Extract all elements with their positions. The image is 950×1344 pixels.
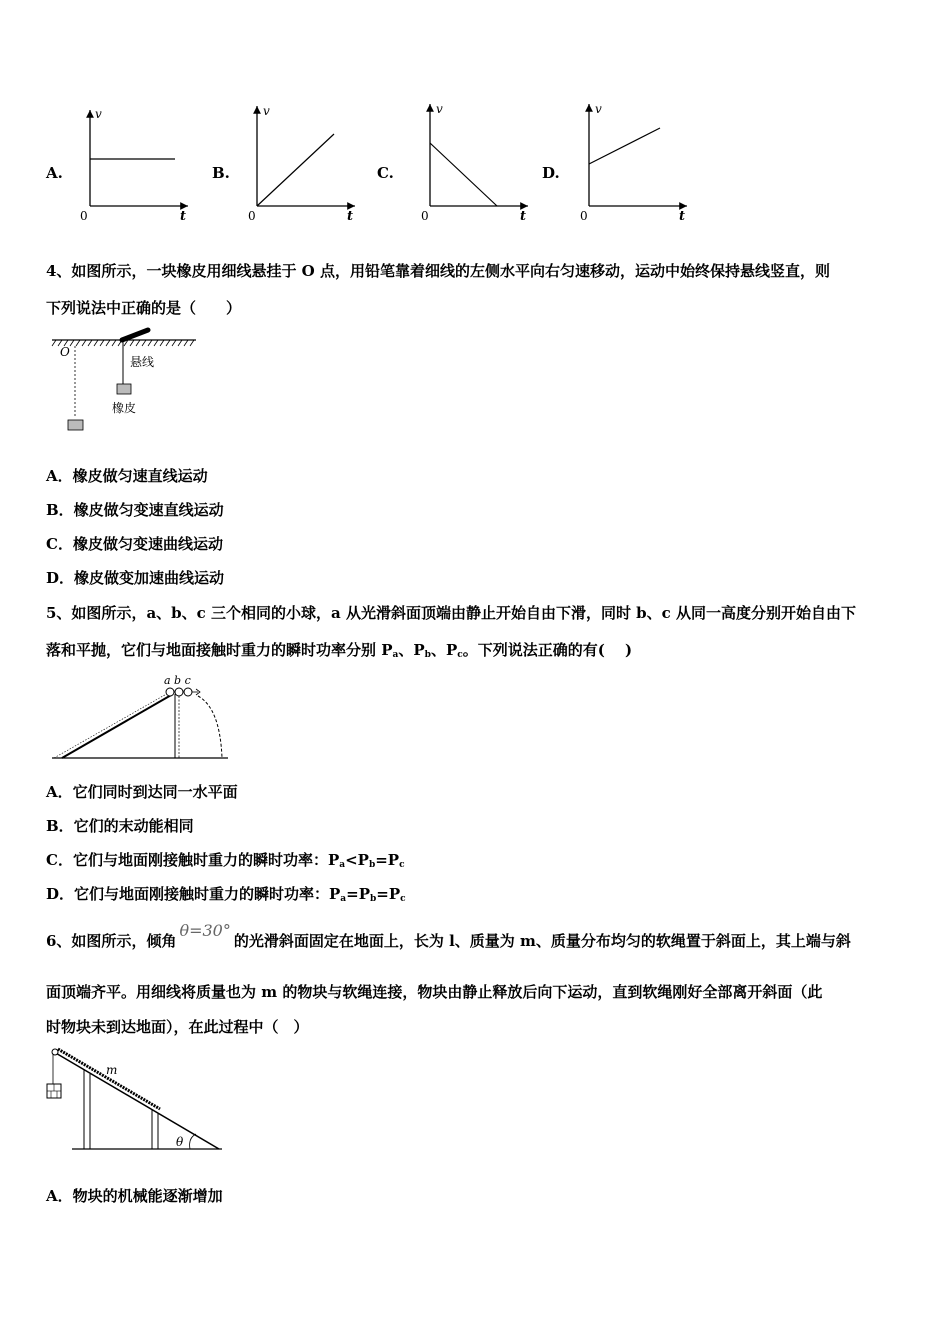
graph-c-v-label: v [436, 102, 443, 116]
q4-option-c: C．橡皮做匀变速曲线运动 [46, 535, 223, 553]
q5-stem-line2: 落和平抛，它们与地面接触时重力的瞬时功率分别 $P_a$、$P_b$、$P_c$。下列说法正确的有( ) [46, 641, 633, 660]
q4-figure [48, 326, 208, 436]
graph-option-c-label: C. [377, 164, 394, 182]
graph-c-line [430, 143, 497, 206]
graph-option-b-label: B. [212, 164, 230, 182]
q6-theta-expression: θ=30° [179, 921, 231, 940]
q6-angle-label: θ [176, 1135, 184, 1149]
q4-eraser-label: 橡皮 [112, 401, 137, 415]
graph-b-origin: 0 [248, 209, 256, 223]
graph-d [580, 102, 687, 224]
graph-a-origin: 0 [80, 209, 88, 223]
q4-thread-label: 悬线 [130, 355, 155, 369]
graph-option-d-label: D. [542, 164, 560, 182]
q6-figure [44, 1046, 228, 1156]
graph-d-v-label: v [595, 102, 602, 116]
q5-option-c: C．它们与地面刚接触时重力的瞬时功率：$P_a<P_b=P_c$ [46, 851, 405, 870]
graph-b-t-label: t [347, 209, 354, 224]
q5-option-b: B．它们的末动能相同 [46, 817, 194, 835]
graph-c [421, 102, 528, 224]
graph-a-v-label: v [95, 107, 102, 121]
q5-figure [48, 672, 238, 764]
q4-stem-line1: 4、如图所示，一块橡皮用细线悬挂于 O 点，用铅笔靠着细线的左侧水平向右匀速移动，运动中始终保持悬线竖直，则 [46, 262, 830, 280]
q4-eraser [117, 384, 131, 394]
q4-point-o: O [60, 345, 70, 359]
q6-stem-line3: 时物块未到达地面），在此过程中（ ） [46, 1018, 309, 1036]
graph-c-t-label: t [520, 209, 527, 224]
q5-ball-labels: a b c [164, 674, 191, 687]
q4-option-d: D．橡皮做变加速曲线运动 [46, 569, 225, 587]
q5-option-d: D．它们与地面刚接触时重力的瞬时功率：$P_a=P_b=P_c$ [46, 885, 406, 904]
graph-d-origin: 0 [580, 209, 588, 223]
graph-option-a-label: A. [46, 164, 63, 182]
q4-option-b: B．橡皮做匀变速直线运动 [46, 501, 224, 519]
q5-stem-line1: 5、如图所示，a、b、c 三个相同的小球，a 从光滑斜面顶端由静止开始自由下滑，同时 b、c 从同一高度分别开始自由下 [46, 604, 857, 622]
q4-option-a: A．橡皮做匀速直线运动 [46, 467, 208, 485]
graph-b-line [257, 134, 334, 206]
q5-option-a: A．它们同时到达同一水平面 [46, 783, 238, 801]
graph-a [80, 107, 188, 224]
graph-d-line [589, 128, 660, 164]
q5-ball-b [175, 688, 183, 696]
graph-c-origin: 0 [421, 209, 429, 223]
graph-b [248, 104, 355, 224]
q4-eraser-initial [68, 420, 83, 430]
q6-mass-label: m [106, 1063, 118, 1077]
q5-ball-c [184, 688, 192, 696]
q6-stem-line1: 6、如图所示，倾角θ=30°的光滑斜面固定在地面上，长为 l、质量为 m、质量分布均匀的软绳置于斜面上，其上端与斜 [46, 921, 851, 950]
q6-option-a: A．物块的机械能逐渐增加 [46, 1187, 223, 1205]
graph-a-t-label: t [180, 209, 187, 224]
q6-stem-line2: 面顶端齐平。用细线将质量也为 m 的物块与软绳连接，物块由静止释放后向下运动，直到软绳刚好全部离开斜面（此 [46, 983, 823, 1001]
graph-b-v-label: v [263, 104, 270, 118]
q5-ball-a [166, 688, 174, 696]
q4-stem-line2: 下列说法中正确的是（ ） [46, 299, 242, 317]
graph-d-t-label: t [679, 209, 686, 224]
q4-pencil [122, 330, 148, 340]
q6-rope [58, 1049, 160, 1109]
vt-graphs [0, 0, 950, 240]
